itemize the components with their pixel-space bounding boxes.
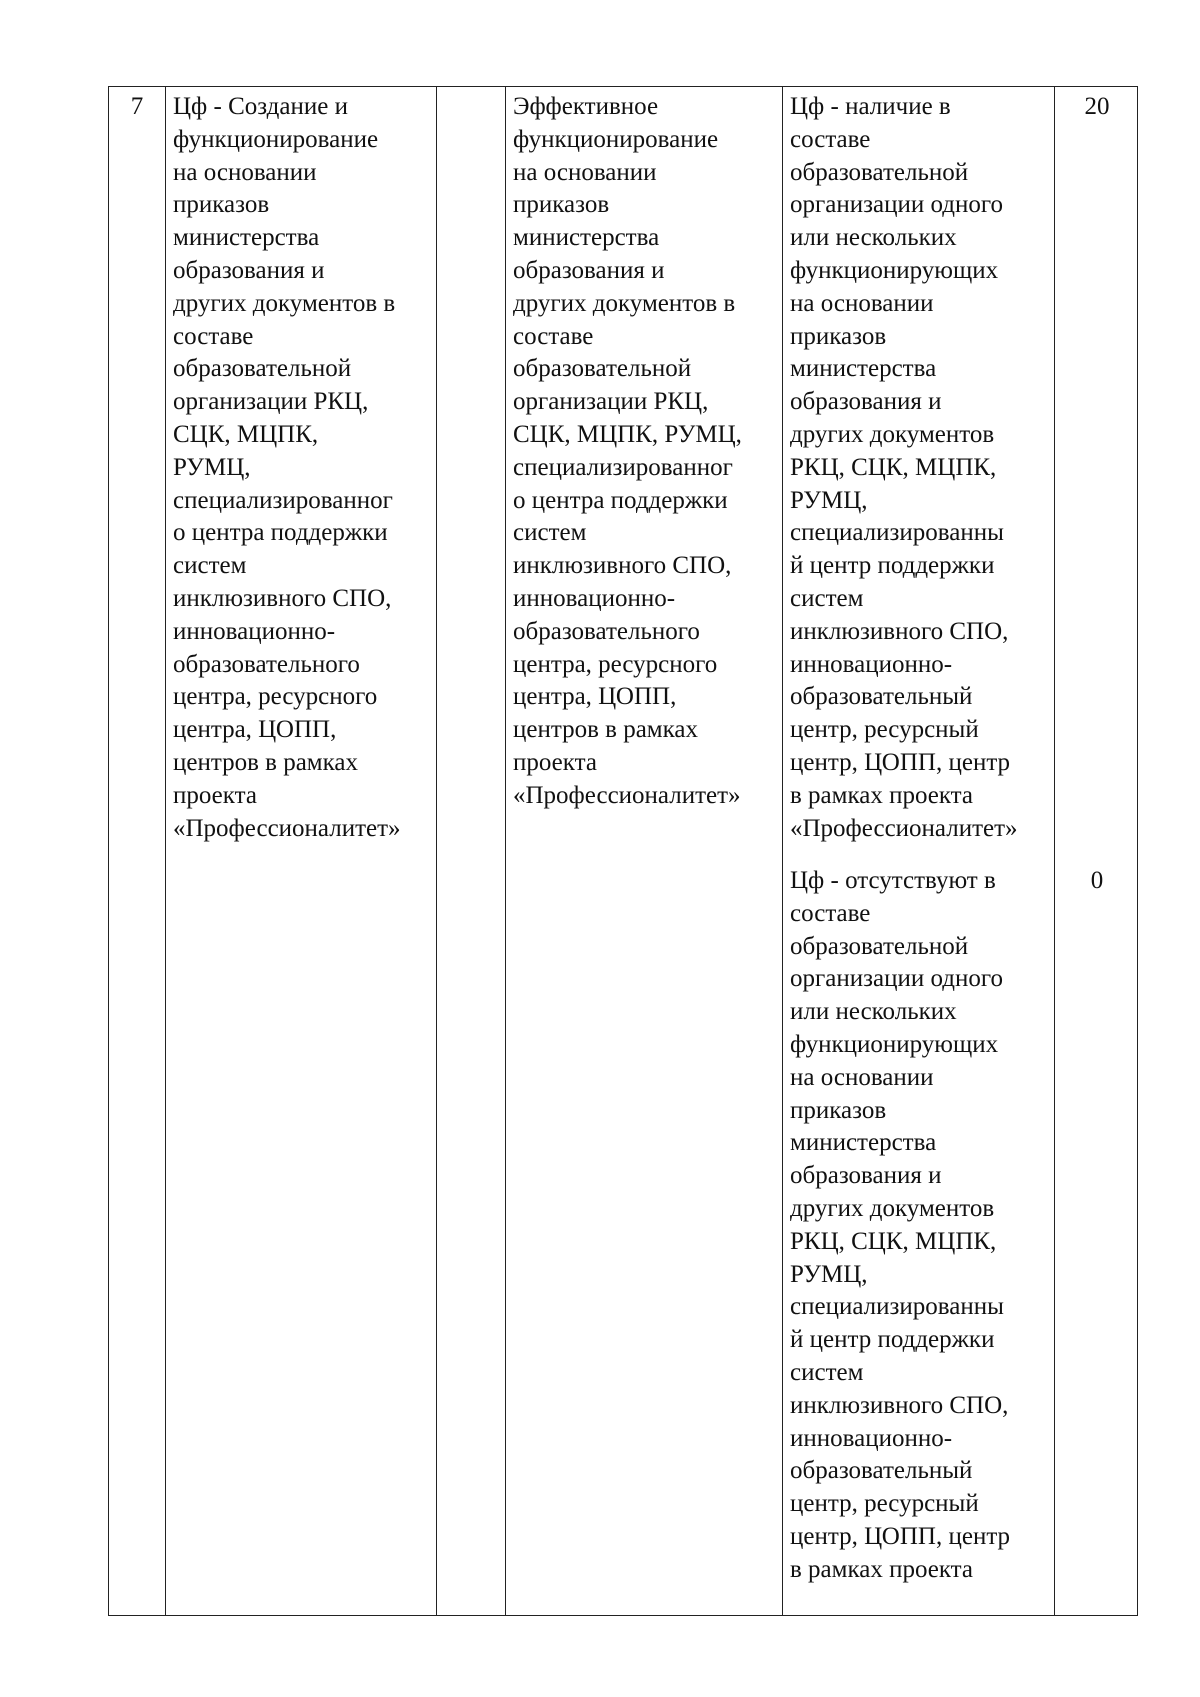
column-divider: [165, 87, 166, 1615]
column-divider: [436, 87, 437, 1615]
criterion-present-score: 20: [1084, 93, 1110, 120]
indicator-cell: Цф - Создание и функционирование на основании приказов министерства образования и других документов в составе образовательной организации РКЦ, СЦК, МЦПК, РУМЦ, специализированног о центра поддержки систем инклюзивного СПО, инновационно- образовательного центра, ресурсного центра, ЦОПП, центров в рамках проекта «Профессионалитет»: [173, 93, 401, 842]
row-number: 7: [130, 93, 144, 120]
result-cell: Эффективное функционирование на основании приказов министерства образования и других документов в составе образовательной организации РКЦ, СЦК, МЦПК, РУМЦ, специализированног о центра поддержки систем инклюзивного СПО, инновационно- образовательного центра, ресурсного центра, ЦОПП, центров в рамках проекта «Профессионалитет»: [513, 93, 742, 809]
criterion-present-text: Цф - наличие в составе образовательной организации одного или нескольких функционирующих на основании приказов министерства образования и других документов РКЦ, СЦК, МЦПК, РУМЦ, специализированны й центр поддержки систем инклюзивного СПО, инновационно- образовательный центр, ресурсный центр, ЦОПП, центр в рамках проекта «Профессионалитет»: [790, 93, 1018, 842]
criterion-absent-score: 0: [1090, 867, 1104, 894]
column-divider: [782, 87, 783, 1615]
criterion-absent-text: Цф - отсутствуют в составе образовательной организации одного или нескольких функционирующих на основании приказов министерства образования и других документов РКЦ, СЦК, МЦПК, РУМЦ, специализированны й центр поддержки систем инклюзивного СПО, инновационно- образовательный центр, ресурсный центр, ЦОПП, центр в рамках проекта: [790, 867, 1011, 1583]
column-divider: [505, 87, 506, 1615]
column-divider: [1054, 87, 1055, 1615]
criteria-table: [108, 86, 1138, 1616]
